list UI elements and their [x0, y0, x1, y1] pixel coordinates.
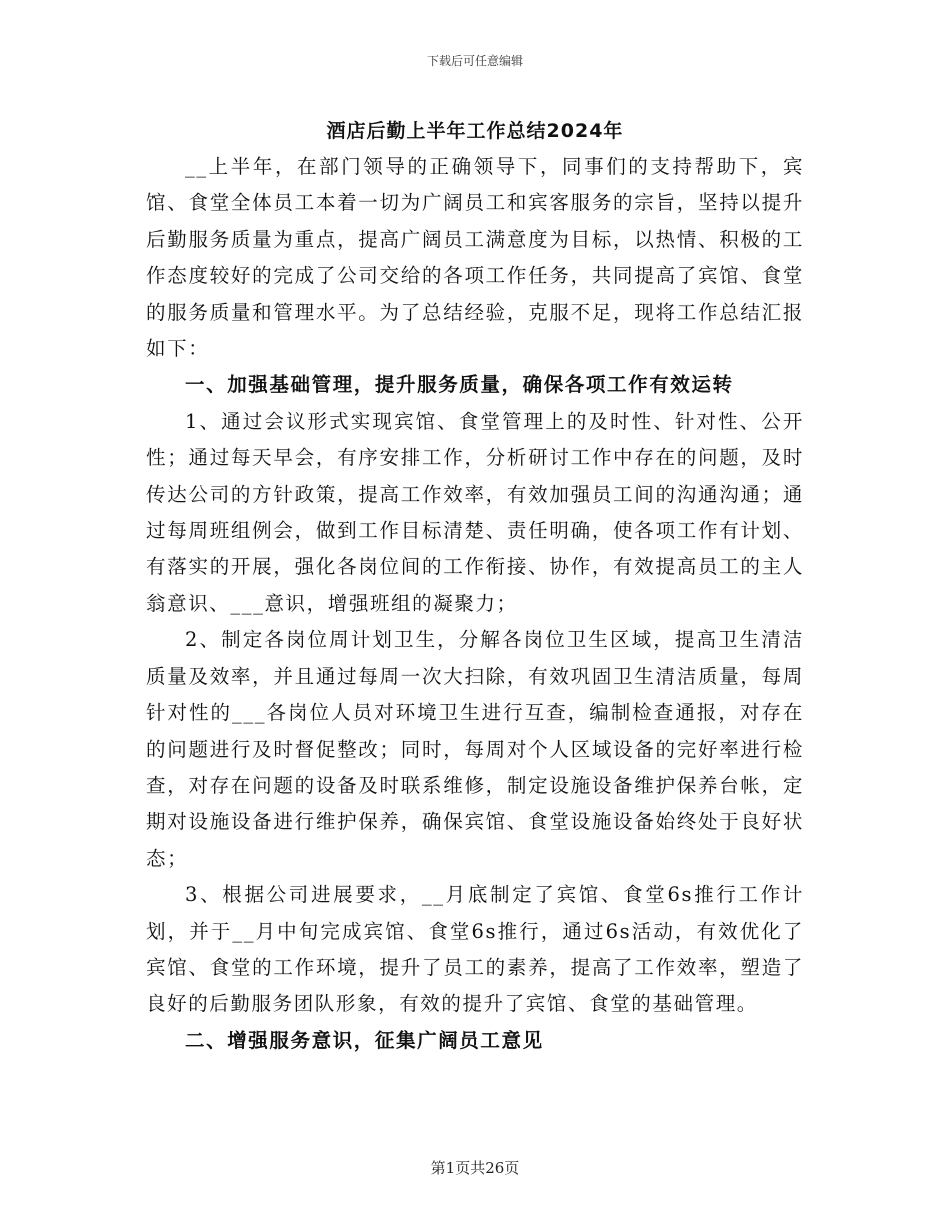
list-item-3: 3、根据公司进展要求，__月底制定了宾馆、食堂6s推行工作计划，并于__月中旬完成宾馆、食堂6s推行，通过6s活动，有效优化了宾馆、食堂的工作环境，提升了员工的素养，提高了工作效率，塑造了良好的后勤服务团队形象，有效的提升了宾馆、食堂的基础管理。 [146, 883, 804, 1016]
document-body [146, 149, 804, 1059]
list-item-1: 1、通过会议形式实现宾馆、食堂管理上的及时性、针对性、公开性；通过每天早会，有序安排工作，分析研讨工作中存在的问题，及时传达公司的方针政策，提高工作效率，有效加强员工间的沟通沟通；通过每周班组例会，做到工作目标清楚、责任明确，使各项工作有计划、有落实的开展，强化各岗位间的工作衔接、协作，有效提高员工的主人翁意识、___意识，增强班组的凝聚力； [146, 409, 804, 615]
intro-paragraph: __上半年，在部门领导的正确领导下，同事们的支持帮助下，宾馆、食堂全体员工本着一切为广阔员工和宾客服务的宗旨，坚持以提升后勤服务质量为重点，提高广阔员工满意度为目标，以热情、积极的工作态度较好的完成了公司交给的各项工作任务，共同提高了宾馆、食堂的服务质量和管理水平。为了总结经验，克服不足，现将工作总结汇报如下： [146, 155, 804, 361]
document-title: 酒店后勤上半年工作总结2024年 [326, 120, 624, 142]
list-item-2: 2、制定各岗位周计划卫生，分解各岗位卫生区域，提高卫生清洁质量及效率，并且通过每周一次大扫除，有效巩固卫生清洁质量，每周针对性的___各岗位人员对环境卫生进行互查，编制检查通报，对存在的问题进行及时督促整改；同时，每周对个人区域设备的完好率进行检查，对存在问题的设备及时联系维修，制定设施设备维护保养台帐，定期对设施设备进行维护保养，确保宾馆、食堂设施设备始终处于良好状态； [146, 628, 804, 870]
page-number: 第1页共26页 [430, 1159, 520, 1177]
section-heading-1: 一、加强基础管理，提升服务质量，确保各项工作有效运转 [185, 373, 734, 397]
header-note: 下载后可任意编辑 [426, 54, 523, 68]
section-heading-2: 二、增强服务意识，征集广阔员工意见 [185, 1028, 544, 1052]
